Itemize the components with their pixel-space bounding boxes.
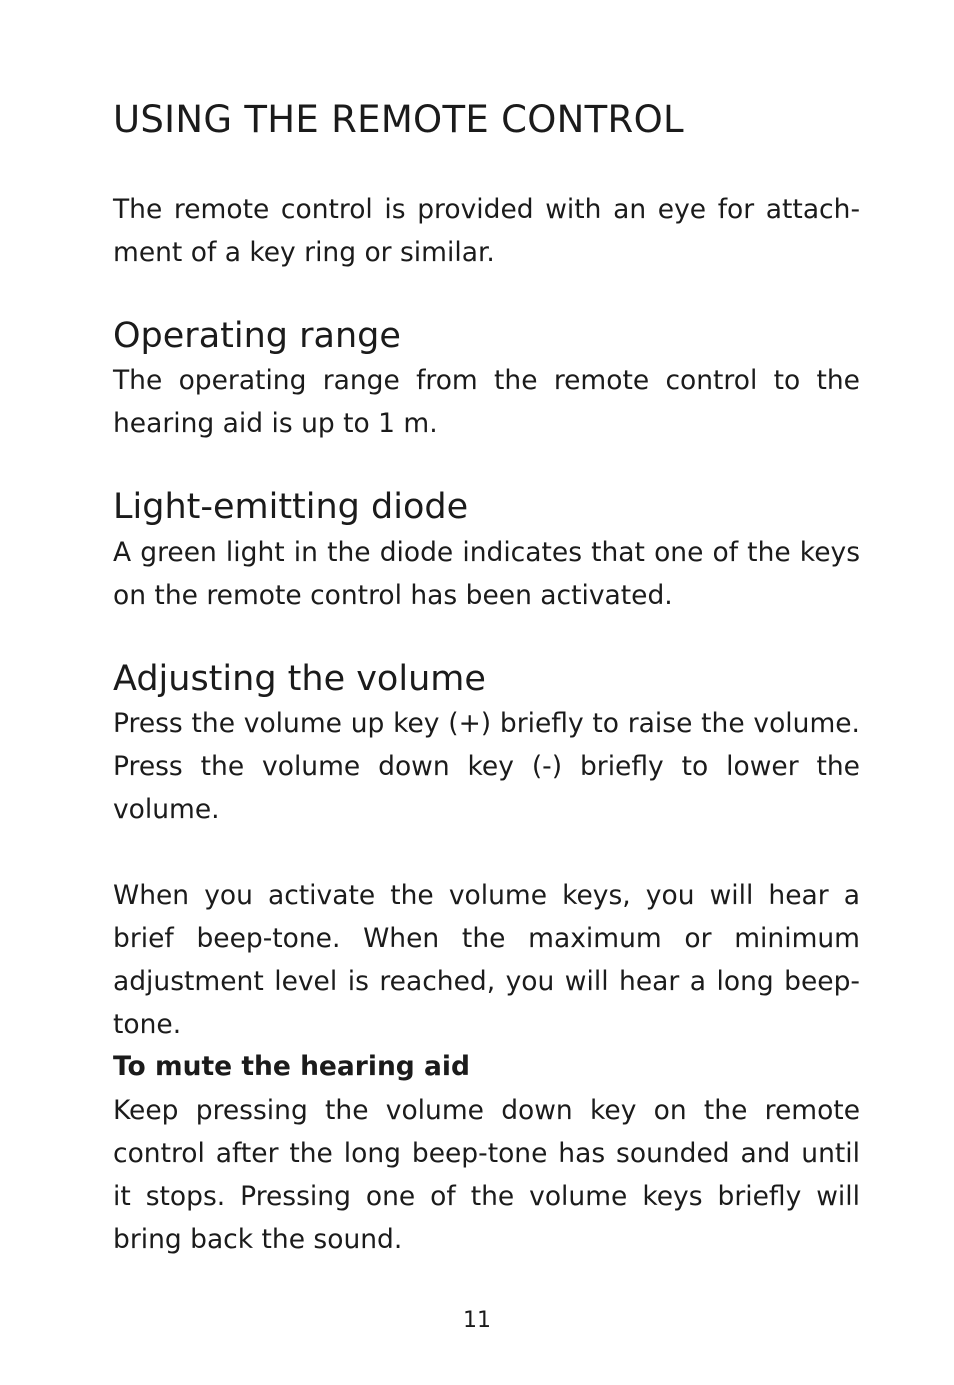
heading-light-emitting-diode: Light-emitting diode: [113, 487, 469, 527]
page-number: 11: [463, 1308, 491, 1333]
heading-operating-range: Operating range: [113, 316, 401, 356]
volume-paragraph-2: When you activate the volume keys, you will hear a brief beep-tone. When the maximum or minimum adjustment level is reached, you will hear a long beep-tone.: [113, 880, 860, 1040]
volume-paragraph-1: Press the volume up key (+) briefly to raise the volume. Press the volume down key (-) briefly to lower the volume.: [113, 708, 860, 825]
operating-range-paragraph: The operating range from the remote control to the hearing aid is up to 1 m.: [113, 365, 860, 439]
led-paragraph: A green light in the diode indicates that one of the keys on the remote control has been activated.: [113, 537, 860, 611]
mute-paragraph: Keep pressing the volume down key on the remote control after the long beep-tone has sounded and until it stops. Pressing one of the volume keys briefly will bring back the sound.: [113, 1095, 860, 1255]
page-title: USING THE REMOTE CONTROL: [113, 98, 684, 141]
heading-adjusting-volume: Adjusting the volume: [113, 659, 486, 699]
intro-paragraph: The remote control is provided with an eye for attachment of a key ring or similar.: [113, 194, 860, 268]
heading-mute-hearing-aid: To mute the hearing aid: [113, 1051, 470, 1082]
